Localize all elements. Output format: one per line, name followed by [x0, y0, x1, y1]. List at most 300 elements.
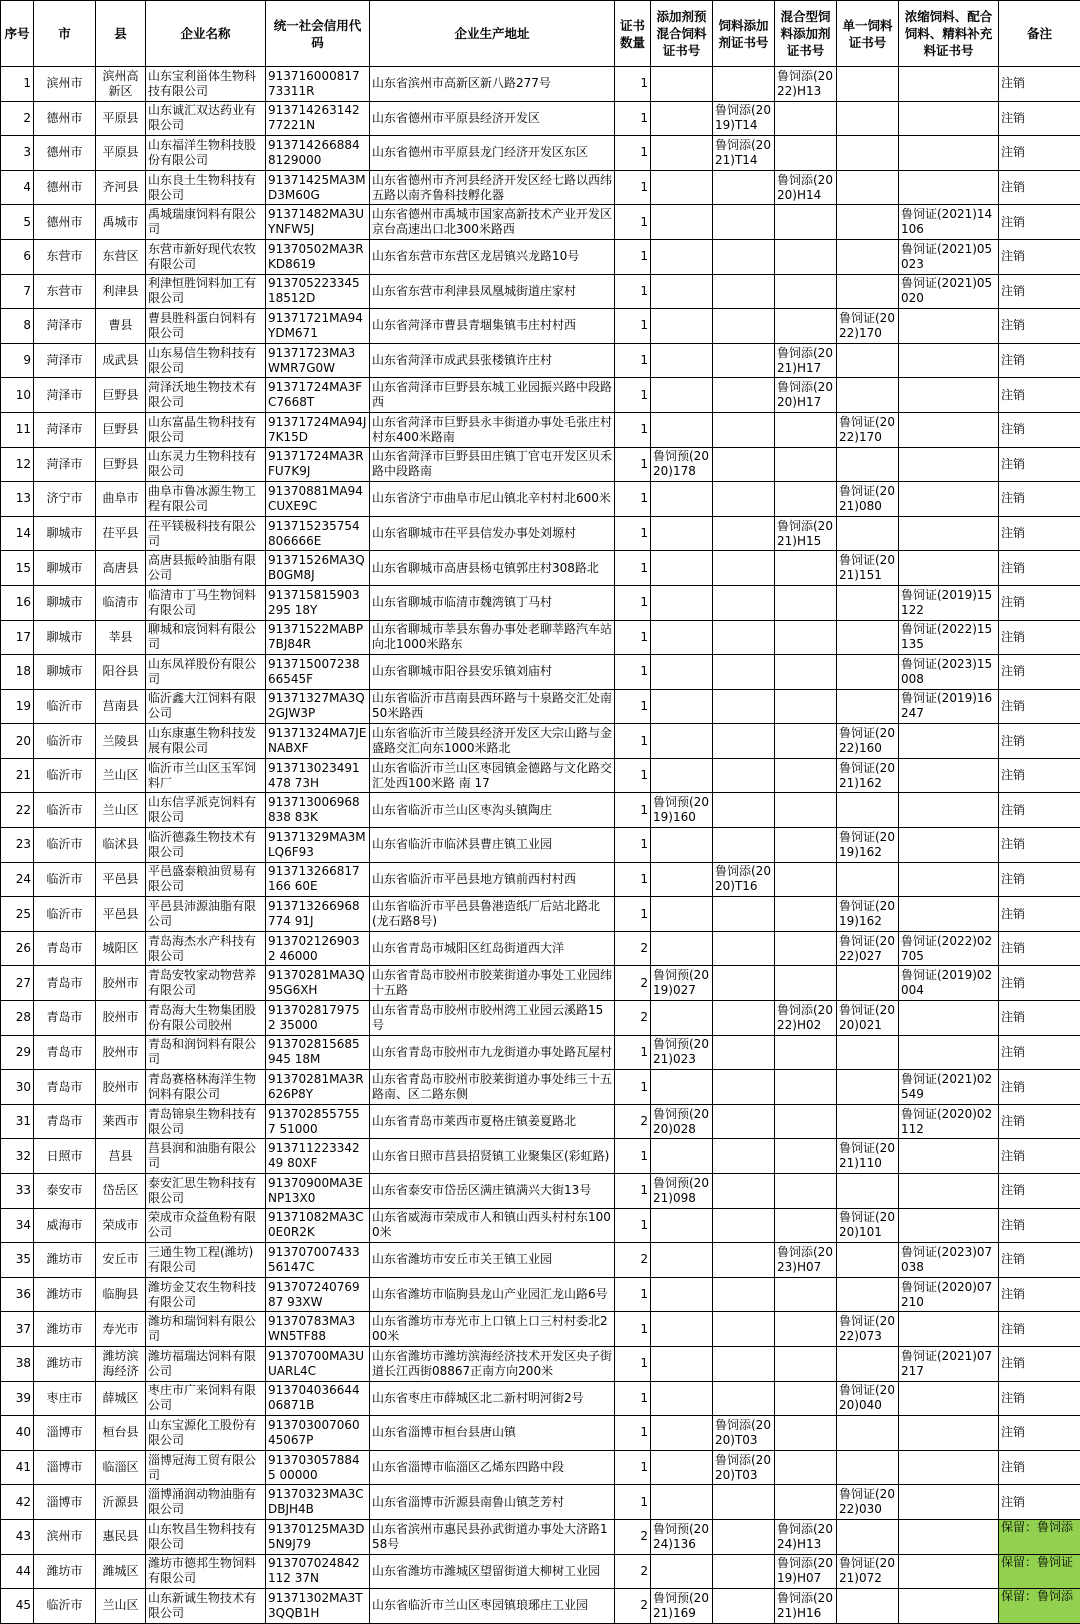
cell-company-name-text: 山东良土生物科技有限公司	[148, 172, 257, 202]
cell-cert-count	[615, 412, 651, 447]
cell-address	[370, 1243, 615, 1278]
cell-address-text: 山东省菏泽市巨野县东城工业园振兴路中段路西	[372, 380, 612, 410]
cell-remark	[999, 1519, 1080, 1554]
cell-premix-cert-text: 鲁饲预(2024)136	[653, 1521, 709, 1551]
cell-city-text: 临沂市	[46, 1598, 83, 1613]
cell-serial	[1, 1174, 34, 1209]
table-row	[1, 1346, 1080, 1381]
header-col-address: 企业生产地址	[370, 1, 615, 67]
cell-additive-cert-text: 鲁饲添(2019)T14	[715, 103, 771, 133]
cell-compound-feed-cert	[899, 1346, 999, 1381]
cell-credit-code	[266, 966, 370, 1001]
cell-serial-text: 9	[23, 353, 31, 368]
cell-additive-cert	[713, 274, 775, 309]
cell-county	[96, 1346, 146, 1381]
cell-address-text: 山东省济宁市曲阜市尼山镇北辛村村北600米	[372, 491, 611, 506]
cell-credit-code	[266, 1485, 370, 1520]
cell-remark	[999, 931, 1080, 966]
cell-county	[96, 1001, 146, 1036]
cell-additive-cert-text: 鲁饲添(2020)T16	[715, 864, 771, 894]
cell-city-text: 临沂市	[46, 733, 83, 748]
cell-address	[370, 689, 615, 724]
cell-company-name-text: 三通生物工程(潍坊)有限公司	[148, 1244, 254, 1274]
cell-company-name	[146, 1589, 266, 1624]
cell-mixed-additive-cert	[775, 1104, 837, 1139]
cell-premix-cert	[651, 412, 713, 447]
cell-company-name	[146, 655, 266, 690]
cell-address-text: 山东省日照市莒县招贤镇工业聚集区(彩虹路)	[372, 1148, 610, 1163]
cell-serial-text: 45	[15, 1598, 31, 1613]
cell-city	[34, 170, 96, 205]
cell-cert-count-text: 1	[640, 1356, 648, 1371]
cell-remark-text: 注销	[1001, 837, 1026, 852]
cell-mixed-additive-cert	[775, 274, 837, 309]
cell-address-text: 山东省德州市禹城市国家高新技术产业开发区京台高速出口北300米路西	[372, 207, 612, 237]
cell-mixed-additive-cert-text: 鲁饲添(2020)H17	[777, 380, 833, 410]
cell-remark-text: 注销	[1001, 941, 1026, 956]
cell-premix-cert	[651, 1104, 713, 1139]
cell-mixed-additive-cert	[775, 1450, 837, 1485]
cell-serial	[1, 1589, 34, 1624]
cell-remark-text: 保留：鲁饲添	[1001, 1589, 1074, 1604]
cell-remark	[999, 758, 1080, 793]
cell-address	[370, 1416, 615, 1451]
cell-single-feed-cert	[837, 378, 899, 413]
cell-credit-code	[266, 1589, 370, 1624]
cell-compound-feed-cert	[899, 1104, 999, 1139]
cell-credit-code-text: 91370323MA3CDBJH4B	[268, 1487, 364, 1517]
cell-single-feed-cert	[837, 274, 899, 309]
cell-additive-cert	[713, 412, 775, 447]
cell-county	[96, 585, 146, 620]
cell-credit-code	[266, 828, 370, 863]
cell-mixed-additive-cert-text: 鲁饲添(2020)H14	[777, 172, 833, 202]
cell-city	[34, 482, 96, 517]
cell-compound-feed-cert-text: 鲁饲证(2022)02705	[901, 933, 993, 963]
cell-city	[34, 1243, 96, 1278]
cell-compound-feed-cert	[899, 1519, 999, 1554]
cell-single-feed-cert	[837, 689, 899, 724]
cell-single-feed-cert	[837, 897, 899, 932]
cell-county	[96, 862, 146, 897]
cell-cert-count	[615, 828, 651, 863]
cell-serial	[1, 862, 34, 897]
cell-additive-cert	[713, 1416, 775, 1451]
cell-remark-text: 注销	[1001, 180, 1026, 195]
cell-company-name	[146, 724, 266, 759]
cell-compound-feed-cert	[899, 1485, 999, 1520]
cell-company-name	[146, 1416, 266, 1451]
cell-credit-code	[266, 758, 370, 793]
cell-credit-code	[266, 1001, 370, 1036]
cell-serial	[1, 1346, 34, 1381]
cell-cert-count-text: 1	[640, 733, 648, 748]
cell-address	[370, 67, 615, 102]
cell-city	[34, 239, 96, 274]
cell-remark-text: 注销	[1001, 1114, 1026, 1129]
cell-cert-count-text: 1	[640, 871, 648, 886]
cell-county-text: 兰陵县	[102, 733, 139, 748]
header-col-company-name: 企业名称	[146, 1, 266, 67]
cell-cert-count	[615, 862, 651, 897]
cell-premix-cert	[651, 67, 713, 102]
cell-company-name	[146, 1035, 266, 1070]
cell-remark	[999, 1243, 1080, 1278]
cell-premix-cert	[651, 689, 713, 724]
header-col-credit-code: 统一社会信用代码	[266, 1, 370, 67]
cell-additive-cert-text: 鲁饲添(2020)T03	[715, 1452, 771, 1482]
cell-additive-cert	[713, 1174, 775, 1209]
cell-compound-feed-cert	[899, 412, 999, 447]
cell-cert-count-text: 2	[640, 1010, 648, 1025]
cell-city-text: 滨州市	[46, 76, 83, 91]
cell-mixed-additive-cert	[775, 758, 837, 793]
cell-single-feed-cert-text: 鲁饲证(2021)072	[839, 1556, 895, 1586]
cell-credit-code	[266, 897, 370, 932]
cell-mixed-additive-cert-text: 鲁饲添(2024)H13	[777, 1521, 833, 1551]
cell-mixed-additive-cert-text: 鲁饲添(2022)H02	[777, 1002, 833, 1032]
cell-city	[34, 689, 96, 724]
cell-address	[370, 1346, 615, 1381]
cell-city	[34, 412, 96, 447]
cell-county	[96, 1589, 146, 1624]
cell-city	[34, 136, 96, 171]
cell-remark-text: 注销	[1001, 1390, 1026, 1405]
cell-cert-count	[615, 966, 651, 1001]
cell-mixed-additive-cert	[775, 170, 837, 205]
cell-company-name-text: 青岛海杰水产科技有限公司	[148, 933, 257, 963]
cell-cert-count	[615, 1519, 651, 1554]
cell-credit-code	[266, 1139, 370, 1174]
cell-address-text: 山东省德州市平原县龙门经济开发区东区	[372, 145, 589, 160]
cell-compound-feed-cert	[899, 758, 999, 793]
cell-serial	[1, 136, 34, 171]
cell-cert-count-text: 1	[640, 180, 648, 195]
cell-cert-count	[615, 1554, 651, 1589]
cell-county	[96, 1485, 146, 1520]
cell-single-feed-cert	[837, 67, 899, 102]
cell-county-text: 荣成市	[102, 1217, 139, 1232]
cell-additive-cert	[713, 378, 775, 413]
table-row	[1, 1416, 1080, 1451]
cell-mixed-additive-cert	[775, 931, 837, 966]
cell-premix-cert-text: 鲁饲预(2019)027	[653, 968, 709, 998]
cell-compound-feed-cert-text: 鲁饲证(2019)02004	[901, 968, 993, 998]
cell-credit-code	[266, 1277, 370, 1312]
cell-remark	[999, 101, 1080, 136]
cell-address	[370, 551, 615, 586]
cell-cert-count	[615, 1485, 651, 1520]
cell-single-feed-cert-text: 鲁饲证(2022)073	[839, 1314, 895, 1344]
cell-city-text: 枣庄市	[46, 1390, 83, 1405]
cell-single-feed-cert	[837, 931, 899, 966]
cell-remark-text: 注销	[1001, 1287, 1026, 1302]
cell-remark	[999, 1277, 1080, 1312]
cell-address-text: 山东省青岛市胶州市九龙街道办事处路瓦屋村	[372, 1044, 612, 1059]
cell-address	[370, 1554, 615, 1589]
cell-credit-code-text: 91371329MA3MLQ6F93	[268, 829, 366, 859]
cell-remark	[999, 585, 1080, 620]
table-row	[1, 897, 1080, 932]
cell-remark	[999, 724, 1080, 759]
cell-credit-code	[266, 1312, 370, 1347]
cell-serial-text: 8	[23, 318, 31, 333]
cell-remark-text: 注销	[1001, 249, 1026, 264]
cell-premix-cert	[651, 862, 713, 897]
cell-address	[370, 1312, 615, 1347]
cell-premix-cert-text: 鲁饲预(2021)169	[653, 1590, 709, 1620]
cell-additive-cert	[713, 862, 775, 897]
cell-company-name	[146, 966, 266, 1001]
cell-address-text: 山东省潍坊市寿光市上口镇上口三村村委北200米	[372, 1314, 608, 1344]
cell-premix-cert	[651, 1243, 713, 1278]
cell-serial	[1, 1001, 34, 1036]
cell-serial	[1, 620, 34, 655]
cell-address-text: 山东省青岛市莱西市夏格庄镇姜夏路北	[372, 1114, 577, 1129]
table-header	[1, 1, 1080, 67]
cell-company-name	[146, 1312, 266, 1347]
cell-premix-cert	[651, 136, 713, 171]
cell-compound-feed-cert-text: 鲁饲证(2019)16247	[901, 691, 993, 721]
cell-county	[96, 1554, 146, 1589]
cell-address-text: 山东省青岛市城阳区红岛街道西大洋	[372, 941, 565, 956]
cell-compound-feed-cert	[899, 1450, 999, 1485]
cell-county-text: 齐河县	[102, 180, 139, 195]
cell-mixed-additive-cert	[775, 1312, 837, 1347]
cell-address	[370, 793, 615, 828]
cell-credit-code	[266, 309, 370, 344]
cell-address	[370, 1485, 615, 1520]
cell-premix-cert-text: 鲁饲预(2021)023	[653, 1037, 709, 1067]
cell-company-name-text: 山东富晶生物科技有限公司	[148, 414, 257, 444]
cell-county	[96, 758, 146, 793]
cell-address	[370, 620, 615, 655]
cell-remark-text: 注销	[1001, 1217, 1026, 1232]
cell-address-text: 山东省临沂市平邑县地方镇前西村村西	[372, 871, 577, 886]
cell-cert-count	[615, 793, 651, 828]
cell-city-text: 青岛市	[46, 1044, 83, 1059]
cell-premix-cert	[651, 724, 713, 759]
cell-mixed-additive-cert	[775, 1139, 837, 1174]
cell-single-feed-cert	[837, 862, 899, 897]
cell-city-text: 潍坊市	[46, 1252, 83, 1267]
cell-county	[96, 1139, 146, 1174]
cell-county-text: 兰山区	[102, 1598, 139, 1613]
cell-county-text: 潍城区	[102, 1563, 139, 1578]
cell-additive-cert	[713, 205, 775, 240]
cell-remark-text: 注销	[1001, 1079, 1026, 1094]
cell-additive-cert	[713, 1312, 775, 1347]
cell-county	[96, 101, 146, 136]
cell-city	[34, 1346, 96, 1381]
cell-city-text: 德州市	[46, 110, 83, 125]
cell-compound-feed-cert-text: 鲁饲证(2021)02549	[901, 1072, 993, 1102]
cell-mixed-additive-cert-text: 鲁饲添(2023)H07	[777, 1244, 833, 1274]
cell-cert-count	[615, 1174, 651, 1209]
cell-remark-text: 注销	[1001, 110, 1026, 125]
cell-additive-cert	[713, 724, 775, 759]
cell-city	[34, 585, 96, 620]
cell-serial-text: 43	[15, 1529, 31, 1544]
cell-county-text: 胶州市	[102, 1010, 139, 1025]
cell-credit-code	[266, 1070, 370, 1105]
cell-remark-text: 注销	[1001, 387, 1026, 402]
cell-additive-cert	[713, 1139, 775, 1174]
cell-county-text: 利津县	[102, 283, 139, 298]
cell-city-text: 济宁市	[46, 491, 83, 506]
cell-compound-feed-cert	[899, 724, 999, 759]
cell-credit-code	[266, 205, 370, 240]
cell-company-name-text: 青岛和润饲料有限公司	[148, 1037, 257, 1067]
cell-company-name-text: 青岛锦泉生物科技有限公司	[148, 1106, 257, 1136]
cell-compound-feed-cert-text: 鲁饲证(2022)15135	[901, 622, 993, 652]
cell-single-feed-cert-text: 鲁饲证(2019)162	[839, 829, 895, 859]
cell-remark	[999, 1450, 1080, 1485]
cell-single-feed-cert-text: 鲁饲证(2021)080	[839, 483, 895, 513]
cell-premix-cert	[651, 585, 713, 620]
cell-serial	[1, 1312, 34, 1347]
cell-remark	[999, 551, 1080, 586]
cell-cert-count-text: 1	[640, 906, 648, 921]
cell-address	[370, 309, 615, 344]
cell-company-name-text: 淄博涌润动物油脂有限公司	[148, 1487, 257, 1517]
cell-county-text: 平原县	[102, 110, 139, 125]
cell-compound-feed-cert	[899, 136, 999, 171]
cell-city	[34, 205, 96, 240]
cell-cert-count-text: 1	[640, 145, 648, 160]
cell-address	[370, 1519, 615, 1554]
cell-county-text: 莒县	[108, 1148, 133, 1163]
cell-address-text: 山东省潍坊市潍坊滨海经济技术开发区央子街道长江西街08867正南方向200米	[372, 1348, 612, 1378]
cell-cert-count	[615, 67, 651, 102]
cell-city-text: 德州市	[46, 180, 83, 195]
cell-county	[96, 1243, 146, 1278]
cell-serial-text: 44	[15, 1563, 31, 1578]
cell-remark	[999, 1416, 1080, 1451]
cell-additive-cert	[713, 482, 775, 517]
cell-credit-code-text: 91371425MA3MD3M60G	[268, 172, 366, 202]
cell-premix-cert	[651, 1001, 713, 1036]
cell-additive-cert	[713, 101, 775, 136]
cell-credit-code	[266, 1243, 370, 1278]
cell-serial	[1, 1139, 34, 1174]
cell-company-name-text: 临沂市兰山区玉军饲料厂	[148, 760, 257, 790]
cell-credit-code	[266, 170, 370, 205]
cell-premix-cert	[651, 378, 713, 413]
cell-address-text: 山东省枣庄市薛城区北二新村明河街2号	[372, 1390, 584, 1405]
header-col-additive-cert: 饲料添加剂证书号	[713, 1, 775, 67]
cell-compound-feed-cert	[899, 1589, 999, 1624]
cell-single-feed-cert	[837, 447, 899, 482]
table-row	[1, 343, 1080, 378]
cell-serial-text: 40	[15, 1425, 31, 1440]
cell-single-feed-cert	[837, 1381, 899, 1416]
cell-city	[34, 1139, 96, 1174]
cell-cert-count	[615, 1243, 651, 1278]
cell-cert-count	[615, 620, 651, 655]
cell-city-text: 临沂市	[46, 871, 83, 886]
cell-additive-cert	[713, 1346, 775, 1381]
cell-credit-code	[266, 689, 370, 724]
cell-cert-count-text: 2	[640, 1529, 648, 1544]
cell-remark-text: 注销	[1001, 560, 1026, 575]
cell-company-name-text: 山东易信生物科技有限公司	[148, 345, 257, 375]
cell-company-name-text: 青岛安牧家动物营养有限公司	[148, 968, 257, 998]
cell-compound-feed-cert	[899, 655, 999, 690]
cell-company-name	[146, 931, 266, 966]
cell-compound-feed-cert-text: 鲁饲证(2021)05023	[901, 241, 993, 271]
cell-county	[96, 136, 146, 171]
cell-cert-count	[615, 309, 651, 344]
cell-compound-feed-cert	[899, 1174, 999, 1209]
cell-county-text: 临沭县	[102, 837, 139, 852]
cell-cert-count-text: 1	[640, 76, 648, 91]
cell-cert-count-text: 1	[640, 353, 648, 368]
cell-county-text: 高唐县	[102, 560, 139, 575]
cell-county-text: 城阳区	[102, 941, 139, 956]
cell-city-text: 临沂市	[46, 802, 83, 817]
cell-address-text: 山东省临沂市临沭县曹庄镇工业园	[372, 837, 553, 852]
cell-company-name	[146, 1381, 266, 1416]
cell-compound-feed-cert	[899, 67, 999, 102]
cell-single-feed-cert	[837, 1554, 899, 1589]
cell-remark-text: 注销	[1001, 802, 1026, 817]
cell-additive-cert	[713, 309, 775, 344]
cell-premix-cert	[651, 897, 713, 932]
cell-company-name	[146, 1485, 266, 1520]
cell-remark	[999, 274, 1080, 309]
cell-serial	[1, 1450, 34, 1485]
cell-premix-cert	[651, 205, 713, 240]
cell-county	[96, 793, 146, 828]
cell-county-text: 惠民县	[102, 1529, 139, 1544]
cell-credit-code-text: 91370881MA94CUXE9C	[268, 483, 363, 513]
cell-premix-cert	[651, 551, 713, 586]
cell-credit-code	[266, 1416, 370, 1451]
cell-serial-text: 6	[23, 249, 31, 264]
cell-company-name	[146, 862, 266, 897]
cell-company-name	[146, 136, 266, 171]
cell-address	[370, 343, 615, 378]
cell-company-name-text: 潍坊和瑞饲料有限公司	[148, 1314, 257, 1344]
cell-cert-count	[615, 136, 651, 171]
cell-credit-code-text: 913702815685945 18M	[268, 1037, 360, 1067]
cell-cert-count	[615, 1277, 651, 1312]
cell-address	[370, 482, 615, 517]
cell-mixed-additive-cert	[775, 1001, 837, 1036]
cell-serial	[1, 1243, 34, 1278]
cell-county	[96, 655, 146, 690]
cell-company-name-text: 枣庄市广来饲料有限公司	[148, 1383, 257, 1413]
cell-cert-count	[615, 1104, 651, 1139]
cell-county	[96, 67, 146, 102]
table-row	[1, 1450, 1080, 1485]
cell-credit-code-text: 913713006968838 83K	[268, 795, 360, 825]
cell-county	[96, 343, 146, 378]
cell-credit-code	[266, 412, 370, 447]
cell-compound-feed-cert-text: 鲁饲证(2023)07038	[901, 1244, 993, 1274]
cell-premix-cert	[651, 1174, 713, 1209]
cell-cert-count-text: 1	[640, 629, 648, 644]
cell-county	[96, 170, 146, 205]
cell-address-text: 山东省淄博市沂源县南鲁山镇芝芳村	[372, 1494, 565, 1509]
cell-serial	[1, 1519, 34, 1554]
cell-city	[34, 793, 96, 828]
cell-credit-code-text: 91371526MA3QB0GM8J	[268, 553, 365, 583]
cell-city	[34, 447, 96, 482]
cell-county-text: 寿光市	[102, 1321, 139, 1336]
cell-additive-cert	[713, 1001, 775, 1036]
